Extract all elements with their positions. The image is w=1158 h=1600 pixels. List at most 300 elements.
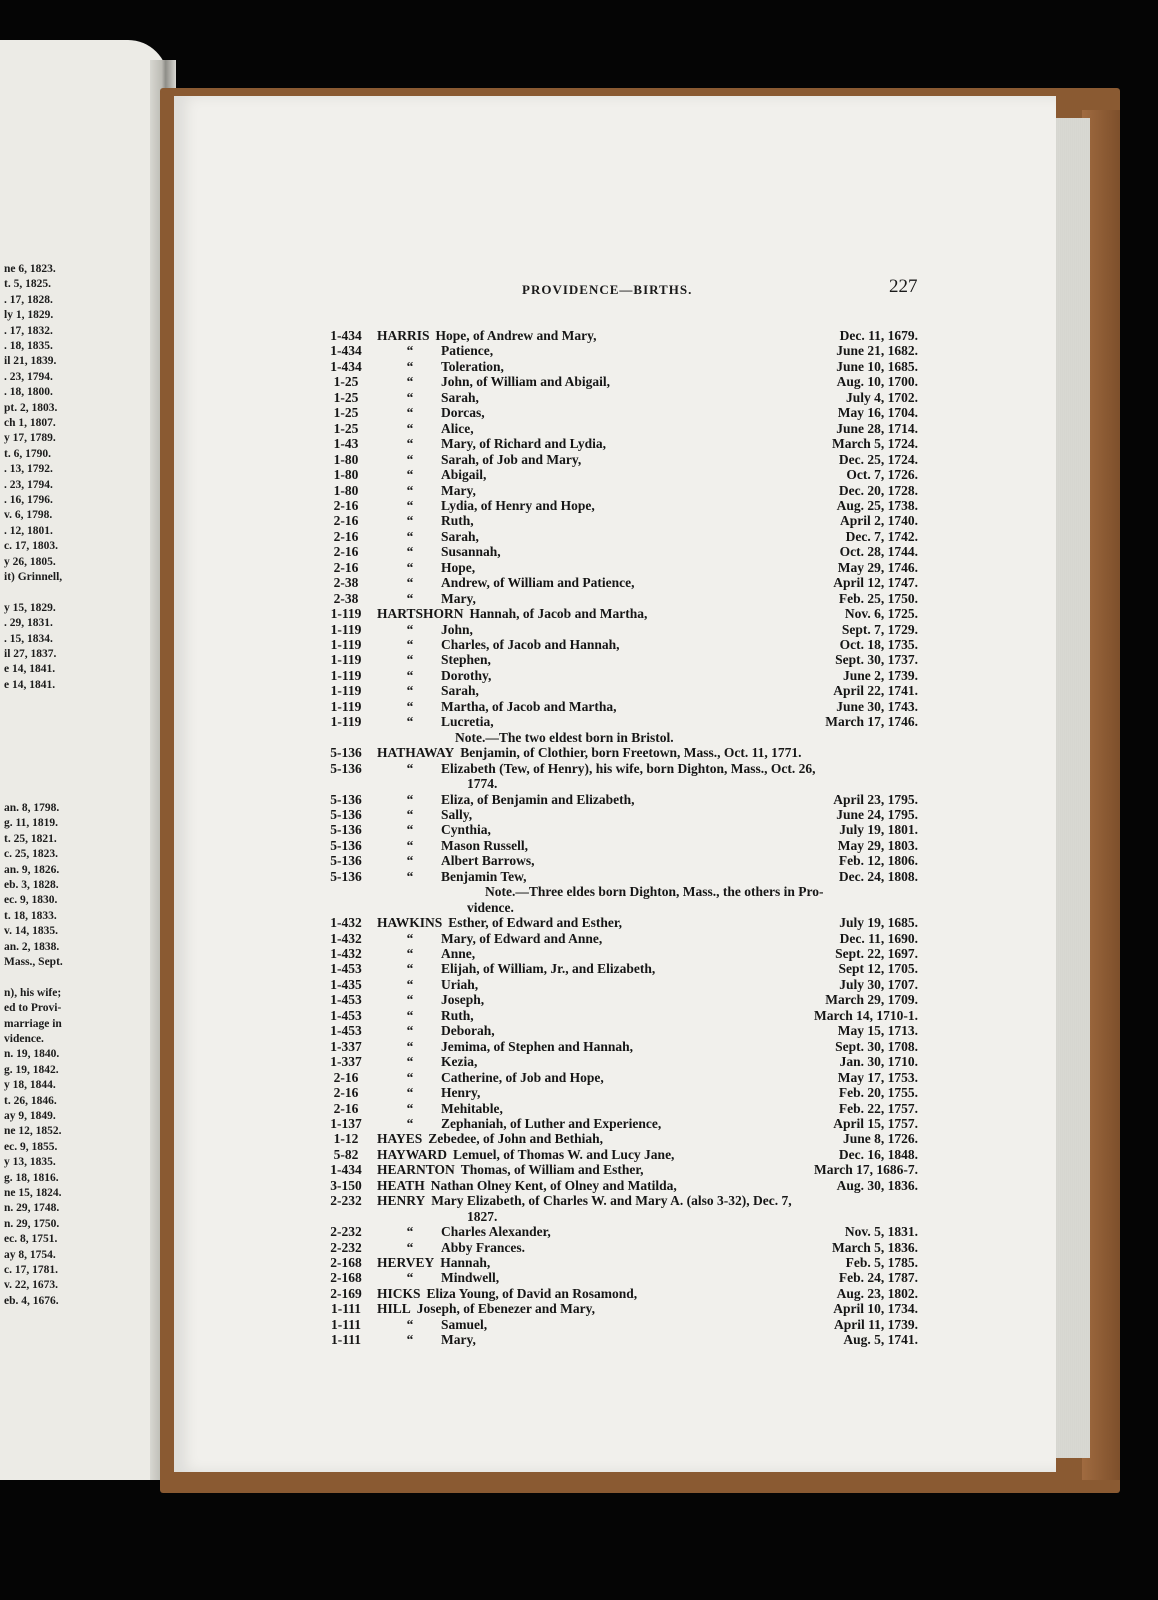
birth-date: Sept. 22, 1697. (835, 946, 918, 961)
record-row (0, 529, 1158, 545)
ditto-mark: “ (406, 575, 414, 591)
left-page-line: c. 17, 1781. (4, 1264, 58, 1276)
surname: HATHAWAY (377, 745, 455, 761)
volume-page-ref: 2-232 (330, 1239, 362, 1255)
given-name-and-parents: Mary, (441, 590, 476, 606)
ditto-mark: “ (406, 1224, 414, 1240)
birth-date: Dec. 7, 1742. (845, 528, 918, 544)
given-name-and-parents: Dorcas, (441, 405, 485, 421)
surname: HAYWARD (377, 1146, 448, 1162)
left-page-line: t. 26, 1846. (4, 1094, 57, 1107)
left-page-line: y 26, 1805. (4, 555, 56, 568)
given-name-and-parents: Mary, of Edward and Anne, (441, 930, 603, 946)
volume-page-ref: 2-16 (333, 1100, 359, 1116)
record-row (0, 544, 1158, 560)
record-row (0, 359, 1158, 375)
given-name-and-parents: Joseph, of Ebenezer and Mary, (416, 1301, 596, 1317)
given-name-and-parents: Mary, (441, 482, 476, 498)
left-page-line: ed to Provi- (4, 1002, 62, 1015)
volume-page-ref: 5-136 (330, 806, 362, 822)
given-name-and-parents: Catherine, of Job and Hope, (441, 1069, 604, 1085)
left-page-line: ay 8, 1754. (4, 1248, 56, 1261)
ditto-mark: “ (406, 1239, 414, 1255)
birth-date: Dec. 16, 1848. (838, 1146, 918, 1162)
record-row (0, 452, 1158, 468)
volume-page-ref: 1-80 (333, 451, 359, 467)
volume-page-ref: 1-25 (333, 420, 359, 436)
record-row (0, 961, 1158, 977)
record-row (0, 513, 1158, 529)
ditto-mark: “ (406, 1115, 414, 1131)
left-page-line: t. 6, 1790. (4, 447, 51, 460)
birth-date: Aug. 25, 1738. (836, 497, 918, 513)
birth-date: March 5, 1836. (832, 1239, 918, 1255)
ditto-mark: “ (406, 930, 414, 946)
birth-date: Dec. 25, 1724. (838, 451, 918, 467)
left-page-line: . 17, 1832. (4, 324, 53, 337)
left-page-line: g. 11, 1819. (4, 817, 58, 830)
ditto-mark: “ (406, 868, 414, 884)
record-row (0, 1085, 1158, 1101)
volume-page-ref: 1-80 (333, 482, 359, 498)
left-page-line: . 13, 1792. (4, 463, 53, 476)
birth-date: July 30, 1707. (839, 976, 918, 992)
record-row (0, 1240, 1158, 1256)
given-name-and-parents: Abby Frances. (441, 1239, 525, 1255)
record-row (0, 467, 1158, 483)
birth-date: March 29, 1709. (825, 992, 918, 1008)
surname: HARRIS (377, 328, 430, 343)
given-name-and-parents: Abigail, (441, 467, 487, 483)
given-name-and-parents: Joseph, (441, 992, 485, 1008)
given-name-and-parents: Elijah, of William, Jr., and Elizabeth, (441, 961, 656, 977)
given-name-and-parents: Dorothy, (441, 667, 492, 683)
record-row (0, 390, 1158, 406)
given-name-and-parents: Hope, (441, 559, 476, 575)
volume-page-ref: 1-453 (330, 1023, 362, 1039)
birth-date: Feb. 24, 1787. (838, 1270, 918, 1286)
ditto-mark: “ (406, 976, 414, 992)
record-row (0, 977, 1158, 993)
ditto-mark: “ (406, 837, 414, 853)
left-page-line: . 17, 1828. (4, 293, 53, 306)
volume-page-ref: 1-119 (330, 621, 362, 637)
left-page-line: il 21, 1839. (4, 355, 57, 368)
entry-note: Note.—The two eldest born in Bristol. (455, 729, 674, 745)
birth-date: March 5, 1724. (832, 436, 918, 452)
surname: HEARNTON (377, 1162, 455, 1178)
ditto-mark: “ (406, 1054, 414, 1070)
given-name-and-parents: Ruth, (441, 1007, 474, 1023)
volume-page-ref: 2-16 (333, 1069, 359, 1085)
given-name-and-parents: Toleration, (441, 358, 504, 374)
ditto-mark: “ (406, 1038, 414, 1054)
birth-date: Aug. 10, 1700. (836, 374, 918, 390)
record-row (0, 992, 1158, 1008)
record-row (0, 1301, 1158, 1317)
given-name-and-parents: Cynthia, (441, 822, 491, 838)
left-page-line: t. 18, 1833. (4, 909, 57, 922)
volume-page-ref: 1-119 (330, 667, 362, 683)
record-row (0, 1286, 1158, 1302)
left-page-line: t. 25, 1821. (4, 832, 57, 845)
ditto-mark: “ (406, 1007, 414, 1023)
birth-date: May 15, 1713. (837, 1023, 918, 1039)
surname: HAWKINS (377, 915, 443, 931)
left-page-line: y 13, 1835. (4, 1156, 56, 1169)
left-page-line: g. 19, 1842. (4, 1063, 59, 1076)
ditto-mark: “ (406, 667, 414, 683)
given-name-and-parents: Stephen, (441, 652, 491, 668)
surname: HICKS (377, 1285, 421, 1301)
volume-page-ref: 2-38 (333, 575, 359, 591)
given-name-and-parents: Susannah, (441, 544, 501, 560)
ditto-mark: “ (406, 1100, 414, 1116)
volume-page-ref: 1-453 (330, 1007, 362, 1023)
left-page-line: ly 1, 1829. (4, 309, 54, 322)
given-name-and-parents: Jemima, of Stephen and Hannah, (441, 1038, 634, 1054)
ditto-mark: “ (406, 482, 414, 498)
birth-date: Aug. 23, 1802. (836, 1285, 918, 1301)
left-page-line: eb. 4, 1676. (4, 1294, 59, 1307)
given-name-and-parents: Anne, (441, 946, 476, 961)
record-row (0, 1101, 1158, 1117)
ditto-mark: “ (406, 621, 414, 637)
given-name-and-parents: Martha, of Jacob and Martha, (441, 698, 617, 714)
ditto-mark: “ (406, 1023, 414, 1039)
page-title: PROVIDENCE—BIRTHS. (522, 282, 693, 297)
given-name-and-parents: Zephaniah, of Luther and Experience, (441, 1115, 662, 1131)
volume-page-ref: 2-232 (330, 1193, 362, 1209)
birth-date: Nov. 6, 1725. (844, 606, 918, 622)
left-page-line: n. 29, 1750. (4, 1217, 60, 1230)
birth-date: Jan. 30, 1710. (839, 1054, 918, 1070)
volume-page-ref: 2-16 (333, 559, 359, 575)
volume-page-ref: 1-119 (330, 652, 362, 668)
left-page-line: ne 6, 1823. (4, 263, 56, 275)
given-name-and-parents: Benjamin Tew, (441, 868, 527, 884)
record-row (0, 575, 1158, 591)
left-page-line: v. 14, 1835. (4, 925, 58, 938)
volume-page-ref: 2-16 (333, 1085, 359, 1101)
left-page-line: Mass., Sept. (4, 956, 63, 968)
record-row (0, 822, 1158, 838)
given-name-and-parents: Mason Russell, (441, 837, 529, 853)
given-name-and-parents: Albert Barrows, (441, 853, 535, 869)
ditto-mark: “ (406, 467, 414, 483)
left-page-line: y 17, 1789. (4, 432, 56, 445)
given-name-and-parents: Lydia, of Henry and Hope, (441, 497, 595, 513)
record-row (0, 1147, 1158, 1163)
left-page-line: ch 1, 1807. (4, 417, 56, 429)
given-name-and-parents: Mary, (441, 1332, 476, 1348)
ditto-mark: “ (406, 946, 414, 961)
birth-date: Feb. 25, 1750. (838, 590, 918, 606)
ditto-mark: “ (406, 698, 414, 714)
record-row (0, 405, 1158, 421)
birth-date: May 16, 1704. (837, 405, 918, 421)
birth-date: Aug. 30, 1836. (836, 1177, 918, 1193)
birth-date: April 22, 1741. (833, 683, 918, 699)
record-row (0, 591, 1158, 607)
birth-date: May 29, 1803. (837, 837, 918, 853)
ditto-mark: “ (406, 822, 414, 838)
volume-page-ref: 1-434 (330, 343, 362, 359)
given-name-and-parents: Henry, (441, 1085, 481, 1101)
ditto-mark: “ (406, 374, 414, 390)
record-row (0, 421, 1158, 437)
volume-page-ref: 1-43 (333, 436, 359, 452)
record-row (0, 792, 1158, 808)
left-page-line: e 14, 1841. (4, 678, 56, 691)
volume-page-ref: 2-16 (333, 528, 359, 544)
birth-date: Oct. 7, 1726. (846, 467, 918, 483)
left-page-line: ec. 8, 1751. (4, 1233, 58, 1246)
birth-date: June 10, 1685. (836, 358, 918, 374)
record-row (0, 807, 1158, 823)
birth-date: March 17, 1746. (825, 714, 918, 730)
ditto-mark: “ (406, 714, 414, 730)
left-page-line: y 18, 1844. (4, 1079, 56, 1092)
birth-date: Sept. 30, 1708. (835, 1038, 918, 1054)
ditto-mark: “ (406, 590, 414, 606)
left-page-line: . 23, 1794. (4, 478, 53, 491)
record-row (0, 869, 1158, 885)
given-name-and-parents: Alice, (441, 420, 474, 436)
volume-page-ref: 2-168 (330, 1255, 362, 1270)
ditto-mark: “ (406, 405, 414, 421)
surname: HARTSHORN (377, 606, 464, 622)
ditto-mark: “ (406, 497, 414, 513)
record-row (0, 606, 1158, 622)
volume-page-ref: 1-435 (330, 976, 362, 992)
volume-page-ref: 1-453 (330, 992, 362, 1008)
given-name-and-parents: Patience, (441, 343, 494, 359)
volume-page-ref: 2-38 (333, 590, 359, 606)
ditto-mark: “ (406, 652, 414, 668)
volume-page-ref: 1-434 (330, 328, 362, 343)
record-row (0, 915, 1158, 931)
record-row (0, 1332, 1158, 1348)
record-row (0, 1255, 1158, 1271)
birth-date: April 2, 1740. (839, 513, 918, 529)
record-row (0, 343, 1158, 359)
record-row (0, 637, 1158, 653)
record-row (0, 668, 1158, 684)
given-name-and-parents: John, (441, 621, 473, 637)
given-name-and-parents: Ruth, (441, 513, 474, 529)
volume-page-ref: 1-434 (330, 358, 362, 374)
volume-page-ref: 1-119 (330, 606, 362, 622)
birth-date: Feb. 5, 1785. (845, 1255, 918, 1270)
birth-date: June 2, 1739. (842, 667, 918, 683)
birth-date: May 29, 1746. (837, 559, 918, 575)
left-page-line: pt. 2, 1803. (4, 401, 58, 414)
given-name-and-parents: Charles Alexander, (441, 1224, 551, 1240)
birth-date: July 4, 1702. (845, 389, 918, 405)
entry-note: 1774. (467, 776, 498, 792)
ditto-mark: “ (406, 1069, 414, 1085)
given-name-and-parents: Sarah, of Job and Mary, (441, 451, 582, 467)
volume-page-ref: 1-80 (333, 467, 359, 483)
volume-page-ref: 5-136 (330, 853, 362, 869)
record-row (0, 1039, 1158, 1055)
ditto-mark: “ (406, 544, 414, 560)
record-row (0, 1162, 1158, 1178)
left-page-line: n), his wife; (4, 986, 62, 999)
ditto-mark: “ (406, 791, 414, 807)
ditto-mark: “ (406, 559, 414, 575)
left-page-line: c. 17, 1803. (4, 540, 58, 553)
ditto-mark: “ (406, 1316, 414, 1332)
record-row (0, 838, 1158, 854)
volume-page-ref: 1-12 (333, 1131, 359, 1147)
birth-date: June 28, 1714. (836, 420, 918, 436)
birth-date: Dec. 24, 1808. (838, 868, 918, 884)
ditto-mark: “ (406, 992, 414, 1008)
volume-page-ref: 2-168 (330, 1270, 362, 1286)
volume-page-ref: 2-16 (333, 497, 359, 513)
record-row (0, 1054, 1158, 1070)
birth-date: Sept 12, 1705. (838, 961, 918, 977)
record-row (0, 652, 1158, 668)
record-row (0, 1070, 1158, 1086)
volume-page-ref: 5-136 (330, 791, 362, 807)
left-page-line: . 18, 1800. (4, 386, 53, 399)
ditto-mark: “ (406, 806, 414, 822)
given-name-and-parents: Uriah, (441, 976, 479, 992)
birth-date: Aug. 5, 1741. (843, 1332, 918, 1348)
given-name-and-parents: Eliza Young, of David an Rosamond, (426, 1285, 638, 1301)
ditto-mark: “ (406, 451, 414, 467)
given-name-and-parents: Nathan Olney Kent, of Olney and Matilda, (430, 1177, 677, 1193)
left-page-line: marriage in (4, 1017, 62, 1030)
volume-page-ref: 1-434 (330, 1162, 362, 1178)
left-page-line: . 18, 1835. (4, 340, 53, 352)
record-row (0, 761, 1158, 777)
record-row (0, 483, 1158, 499)
birth-date: March 14, 1710-1. (814, 1007, 918, 1023)
birth-date: Dec. 11, 1690. (839, 930, 918, 946)
left-page-line: eb. 3, 1828. (4, 879, 59, 891)
birth-date: Sept. 30, 1737. (835, 652, 918, 668)
left-page-line: ne 12, 1852. (4, 1125, 62, 1138)
left-page-line: n. 29, 1748. (4, 1202, 60, 1215)
record-row (0, 1131, 1158, 1147)
entry-note: 1827. (467, 1208, 498, 1224)
ditto-mark: “ (406, 637, 414, 652)
given-name-and-parents: Eliza, of Benjamin and Elizabeth, (441, 791, 635, 807)
given-name-and-parents: Deborah, (441, 1023, 495, 1039)
record-row (0, 498, 1158, 514)
volume-page-ref: 1-337 (330, 1054, 362, 1070)
given-name-and-parents: Lucretia, (441, 714, 494, 730)
record-row (0, 853, 1158, 869)
birth-date: June 8, 1726. (842, 1131, 918, 1147)
given-name-and-parents: Andrew, of William and Patience, (441, 575, 635, 591)
record-row (0, 436, 1158, 452)
record-row (0, 683, 1158, 699)
surname: HILL (377, 1301, 411, 1317)
volume-page-ref: 1-111 (330, 1332, 361, 1348)
left-page-line: an. 9, 1826. (4, 863, 60, 876)
volume-page-ref: 2-232 (330, 1224, 362, 1240)
left-page-line: c. 25, 1823. (4, 848, 58, 861)
given-name-and-parents: Elizabeth (Tew, of Henry), his wife, born Dighton, Mass., Oct. 26, (441, 760, 816, 776)
record-row (0, 946, 1158, 962)
birth-date: Sept. 7, 1729. (841, 621, 918, 637)
volume-page-ref: 5-136 (330, 868, 362, 884)
left-page-line: v. 6, 1798. (4, 509, 53, 522)
given-name-and-parents: Benjamin, of Clothier, born Freetown, Mass., Oct. 11, 1771. (460, 745, 802, 761)
left-page-line: vidence. (4, 1033, 44, 1045)
given-name-and-parents: Charles, of Jacob and Hannah, (441, 637, 620, 652)
volume-page-ref: 1-25 (333, 374, 359, 390)
given-name-and-parents: Mary, of Richard and Lydia, (441, 436, 607, 452)
birth-date: June 30, 1743. (836, 698, 918, 714)
record-row (0, 1193, 1158, 1209)
left-page-line: ec. 9, 1855. (4, 1140, 58, 1153)
volume-page-ref: 3-150 (330, 1177, 362, 1193)
left-page-line: e 14, 1841. (4, 663, 56, 676)
volume-page-ref: 2-169 (330, 1285, 362, 1301)
ditto-mark: “ (406, 436, 414, 452)
birth-date: June 21, 1682. (836, 343, 918, 359)
left-page-line: . 15, 1834. (4, 632, 53, 645)
record-row (0, 699, 1158, 715)
given-name-and-parents: Mindwell, (441, 1270, 500, 1286)
left-page-line: il 27, 1837. (4, 648, 57, 660)
birth-date: April 11, 1739. (833, 1316, 918, 1332)
ditto-mark: “ (406, 513, 414, 529)
birth-date: Feb. 20, 1755. (838, 1085, 918, 1101)
record-row (0, 1008, 1158, 1024)
record-row (0, 622, 1158, 638)
birth-date: July 19, 1801. (839, 822, 918, 838)
volume-page-ref: 5-136 (330, 837, 362, 853)
birth-date: Feb. 22, 1757. (838, 1100, 918, 1116)
given-name-and-parents: Hannah, (440, 1255, 491, 1270)
ditto-mark: “ (406, 760, 414, 776)
volume-page-ref: 1-119 (330, 714, 362, 730)
birth-date: April 15, 1757. (833, 1115, 918, 1131)
record-row (0, 931, 1158, 947)
ditto-mark: “ (406, 853, 414, 869)
left-page-line: . 29, 1831. (4, 617, 53, 630)
ditto-mark: “ (406, 358, 414, 374)
ditto-mark: “ (406, 343, 414, 359)
ditto-mark: “ (406, 683, 414, 699)
volume-page-ref: 5-136 (330, 822, 362, 838)
volume-page-ref: 5-136 (330, 745, 362, 761)
volume-page-ref: 5-136 (330, 760, 362, 776)
volume-page-ref: 1-432 (330, 946, 362, 961)
volume-page-ref: 1-119 (330, 683, 362, 699)
volume-page-ref: 2-16 (333, 513, 359, 529)
given-name-and-parents: Samuel, (441, 1316, 488, 1332)
volume-page-ref: 1-432 (330, 915, 362, 931)
volume-page-ref: 1-432 (330, 930, 362, 946)
given-name-and-parents: Hope, of Andrew and Mary, (435, 328, 597, 343)
given-name-and-parents: Sarah, (441, 528, 479, 544)
ditto-mark: “ (406, 389, 414, 405)
left-page-line: ec. 9, 1830. (4, 894, 58, 907)
volume-page-ref: 1-119 (330, 698, 362, 714)
left-page-line: an. 8, 1798. (4, 802, 60, 814)
birth-date: Oct. 18, 1735. (839, 637, 918, 652)
record-row (0, 1317, 1158, 1333)
birth-date: June 24, 1795. (836, 806, 918, 822)
